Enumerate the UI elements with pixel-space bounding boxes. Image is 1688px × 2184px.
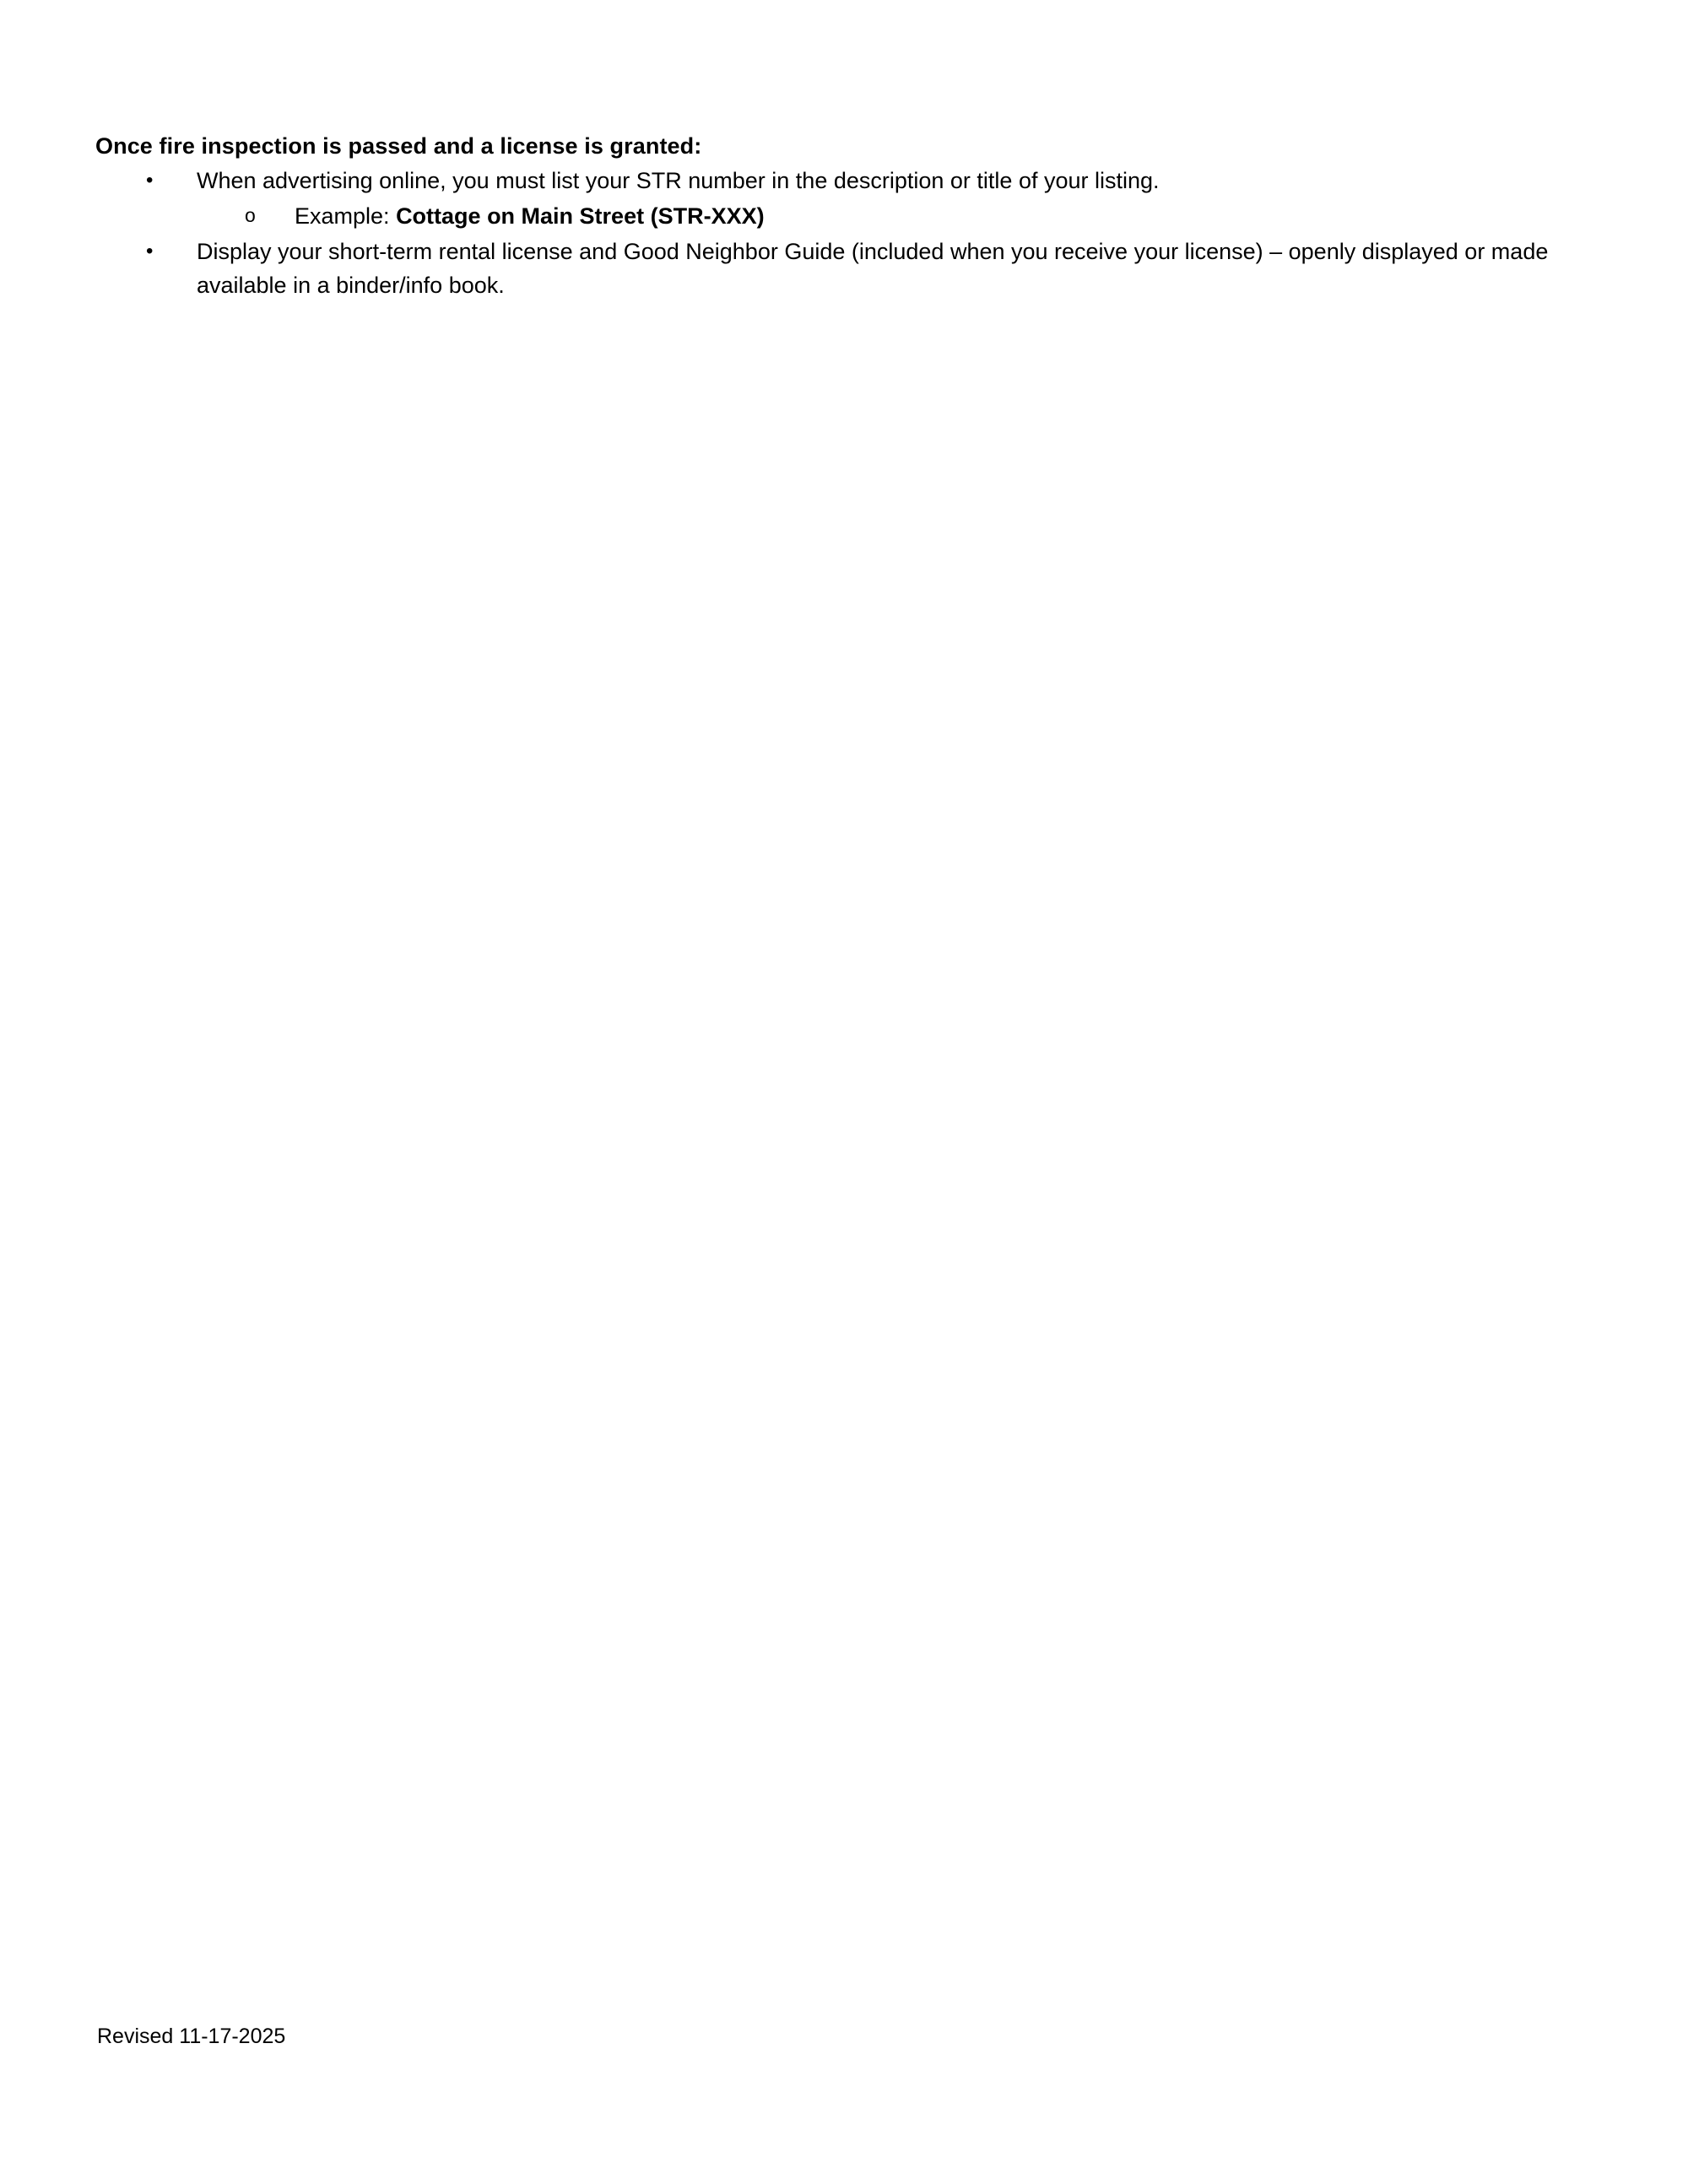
bullet-marker-icon: • (146, 239, 154, 262)
document-footer: Revised 11-17-2025 (97, 2025, 286, 2048)
list-item-text: Display your short-term rental license and Good Neighbor Guide (included when you receive your license) – openly displayed or made available in a binder/info book. (197, 238, 1549, 298)
document-body (95, 131, 1598, 304)
bullet-marker-icon: • (146, 169, 154, 192)
list-item-text: When advertising online, you must list your STR number in the description or title of your listing. (197, 168, 1160, 194)
sub-list-item-example: Cottage on Main Street (STR-XXX) (396, 203, 765, 230)
bullet-list (95, 165, 1598, 302)
list-item (95, 235, 1598, 302)
sub-bullet-marker-icon: o (245, 204, 256, 227)
list-item (95, 165, 1598, 233)
sub-list-item-label: Example: (295, 203, 397, 230)
sub-list-item (197, 200, 1598, 234)
page-title: Once fire inspection is passed and a license is granted: (95, 133, 702, 159)
sub-bullet-list (197, 200, 1598, 234)
